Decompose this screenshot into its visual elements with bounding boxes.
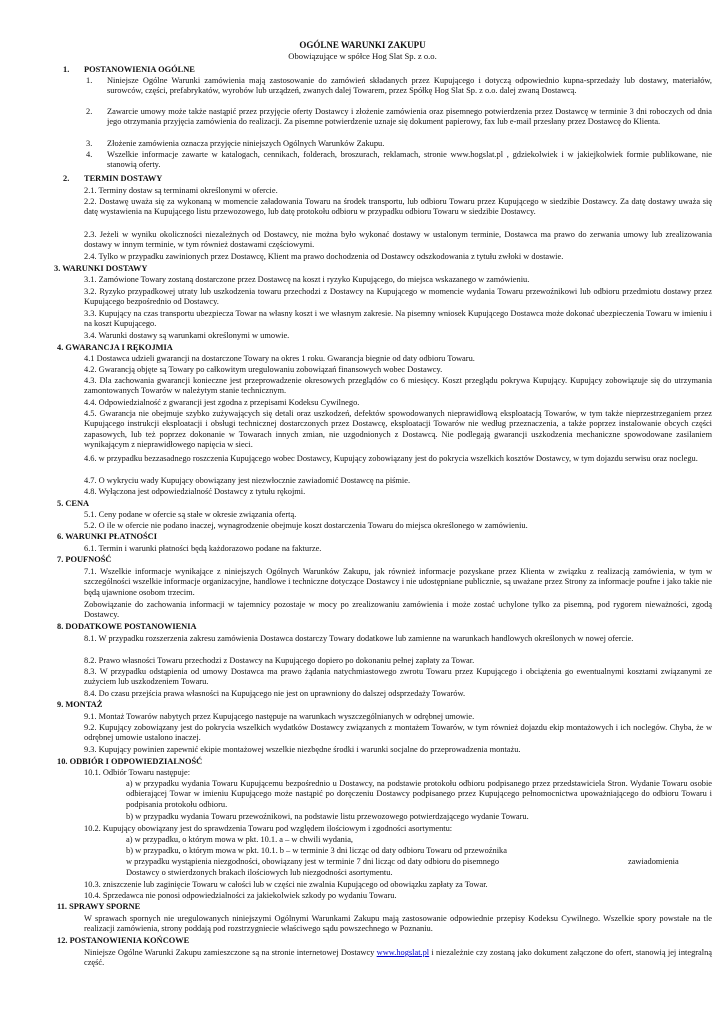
item-2-2: 2.2. Dostawę uważa się za wykonaną w momencie załadowania Towaru na środek transportu, lub odbioru Towaru przez Kupującego w siedzibie Dostawcy. Za datę dostawy uważa się datę wystawienia na Kupującego listu przewozowego, lub datę protokołu odbioru w przypadku odbioru Towaru w siedzibie Dostawcy. xyxy=(84,197,712,217)
section-3-heading: 3. WARUNKI DOSTAWY xyxy=(54,264,148,273)
hogslat-website-link[interactable]: www.hogslat.pl xyxy=(376,948,430,957)
section-12-heading: 12. POSTANOWIENIA KOŃCOWE xyxy=(57,936,190,945)
item-4-3: 4.3. Dla zachowania gwarancji konieczne jest przeprowadzenie okresowych przeglądów co 6 miesięcy. Koszt przeglądu pokrywa Kupujący. Kupujący zobowiązuje się do utrzymania zamontowanych Towarów w należytym stanie technicznym. xyxy=(84,376,712,396)
item-10-2-b-line2: w przypadku wystąpienia niezgodności, obowiązany jest w terminie 7 dni licząc od daty odbioru do pisemnego xyxy=(126,857,500,866)
document-subtitle: Obowiązujące w spółce Hog Slat Sp. z o.o. xyxy=(288,51,437,61)
item-4-5: 4.5. Gwarancja nie obejmuje szybko zużywających się detali oraz uszkodzeń, defektów spowodowanych nieprawidłową eksploatacją Towarów, w tym także nieprzestrzeganiem przez Kupującego instrukcji eksploatacji i obsługi technicznej dostarczonych przez Dostawcę, eksploatacji Towarów nie według przeznaczenia, a także poprzez instalowanie obcych części zapasowych, lub też poprzez dokonanie w Towarach innych zmian, nie uzgodnionych z Dostawcą. Nie podlegają gwarancji uszkodzenia mechaniczne spowodowane zasilaniem wynikającym z nieprawidłowego napięcia w sieci. xyxy=(84,409,712,449)
item-5-2: 5.2. O ile w ofercie nie podano inaczej, wynagrodzenie obejmuje koszt dostarczenia Towaru do miejsca określonego w zamówieniu. xyxy=(84,521,528,530)
item-8-2: 8.2. Prawo własności Towaru przechodzi z Dostawcy na Kupującego dopiero po dokonaniu pełnej zapłaty za Towar. xyxy=(84,656,475,665)
section-9-heading: 9. MONTAŻ xyxy=(57,700,103,709)
item-7-2: Zobowiązanie do zachowania informacji w tajemnicy pozostaje w mocy po zrealizowaniu zamówienia i może zostać uchylone tylko za pisemną, pod rygorem nieważności, zgodą Dostawcy. xyxy=(84,600,712,620)
section-2-number: 2. xyxy=(63,174,70,183)
item-10-3: 10.3. zniszczenie lub zaginięcie Towaru w całości lub w części nie zwalnia Kupującego od obowiązku zapłaty za Towar. xyxy=(84,880,488,889)
section-10-heading: 10. ODBIÓR I ODPOWIEDZIALNOŚĆ xyxy=(57,757,203,766)
item-2-3: 2.3. Jeżeli w wyniku okoliczności niezależnych od Dostawcy, nie można było wykonać dostawy w ustalonym terminie, Dostawca ma prawo do zerwania umowy lub zrealizowania dostawy w innym terminie, w tym również dostawami częściowymi. xyxy=(84,230,712,250)
item-1-2-number: 2. xyxy=(86,107,93,116)
section-4-heading: 4. GWARANCJA I RĘKOJMIA xyxy=(57,343,173,352)
section-5-heading: 5. CENA xyxy=(57,499,90,508)
item-1-3-number: 3. xyxy=(86,139,93,148)
section-6-heading: 6. WARUNKI PŁATNOŚCI xyxy=(57,532,157,541)
item-4-4: 4.4. Odpowiedzialność z gwarancji jest zgodna z przepisami Kodeksu Cywilnego. xyxy=(84,398,360,407)
item-9-1: 9.1. Montaż Towarów nabytych przez Kupującego następuje na warunkach wyszczególnianych w odrębnej umowie. xyxy=(84,712,475,721)
item-9-3: 9.3. Kupujący powinien zapewnić ekipie montażowej wszelkie niezbędne środki i warunki socjalne do przeprowadzenia montażu. xyxy=(84,745,521,754)
item-4-1: 4.1 Dostawca udzieli gwarancji na dostarczone Towary na okres 1 roku. Gwarancja biegnie od daty odbioru Towaru. xyxy=(84,354,475,363)
item-10-2: 10.2. Kupujący obowiązany jest do sprawdzenia Towaru pod względem ilościowym i zgodności asortymentu: xyxy=(84,824,453,833)
item-2-4: 2.4. Tylko w przypadku zawinionych przez Dostawcę, Klient ma prawo dochodzenia od Dostawcy odszkodowania z tytułu zwłoki w dostawie. xyxy=(84,252,564,261)
section-2-heading: TERMIN DOSTAWY xyxy=(84,174,163,183)
item-1-3: Złożenie zamówienia oznacza przyjęcie niniejszych Ogólnych Warunków Zakupu. xyxy=(107,139,385,148)
section-12-text-after: i niezależnie czy zostaną jako dokument załączone do ofert, stanowią jej integralną część. xyxy=(84,948,713,968)
item-2-1: 2.1. Terminy dostaw są terminami określonymi w ofercie. xyxy=(84,186,278,195)
item-8-3: 8.3. W przypadku odstąpienia od umowy Dostawca ma prawo żądania natychmiastowego zwrotu Towaru przez Kupującego i obciążenia go ewentualnymi kosztami związanymi ze zużyciem lub uszkodzeniem Towaru. xyxy=(84,667,712,687)
item-10-1-a: a) w przypadku wydania Towaru Kupującemu bezpośrednio u Dostawcy, na podstawie protokołu odbioru podpisanego przez przedstawiciela Stron. Wydanie Towaru osobie odbierającej Towar w imieniu Kupującego może nastąpić po doręczeniu Dostawcy podpisanego przez Kupującego pełnomocnictwa upoważniającego do odbioru Towaru i podpisania protokołu odbioru. xyxy=(126,779,712,809)
item-10-4: 10.4. Sprzedawca nie ponosi odpowiedzialności za jakiekolwiek szkody po wydaniu Towaru. xyxy=(84,891,397,900)
item-10-1: 10.1. Odbiór Towaru następuje: xyxy=(84,768,191,777)
item-1-4-number: 4. xyxy=(86,150,93,159)
section-11-heading: 11. SPRAWY SPORNE xyxy=(57,902,141,911)
item-10-2-b-line2-end: zawiadomienia xyxy=(628,857,679,866)
document-title: OGÓLNE WARUNKI ZAKUPU xyxy=(299,40,426,50)
item-5-1: 5.1. Ceny podane w ofercie są stałe w okresie związania ofertą. xyxy=(84,510,297,519)
item-8-1: 8.1. W przypadku rozszerzenia zakresu zamówienia Dostawca dostarczy Towary dodatkowe lub zamienne na warunkach handlowych określonych w nowej ofercie. xyxy=(84,634,634,643)
section-12-text-before: Niniejsze Ogólne Warunki Zakupu zamieszczone są na stronie internetowej Dostawcy xyxy=(84,948,375,957)
item-3-2: 3.2. Ryzyko przypadkowej utraty lub uszkodzenia towaru przechodzi z Dostawcy na Kupującego w momencie wydania Towaru przewoźnikowi lub odbioru przedmiotu dostawy przez Kupującego bezpośrednio od Dostawcy. xyxy=(84,287,712,307)
section-8-heading: 8. DODATKOWE POSTANOWIENIA xyxy=(57,622,197,631)
item-10-2-a: a) w przypadku, o którym mowa w pkt. 10.1. a – w chwili wydania, xyxy=(126,835,354,844)
item-10-2-b-line1: b) w przypadku, o którym mowa w pkt. 10.1. b – w terminie 3 dni licząc od daty odbioru Towaru od przewoźnika xyxy=(126,846,507,855)
item-3-1: 3.1. Zamówione Towary zostaną dostarczone przez Dostawcę na koszt i ryzyko Kupującego, do miejsca wskazanego w zamówieniu. xyxy=(84,275,530,284)
item-7-1: 7.1. Wszelkie informacje wynikające z niniejszych Ogólnych Warunków Zakupu, jak również informacje pozyskane przez Klienta w związku z realizacją zamówienia, w tym w szczególności wszelkie informacje organizacyjne, handlowe i techniczne dotyczące Dostawcy i nie udostępniane publicznie, są uważane przez Strony za informacje poufne i jako takie nie będą ujawnione osobom trzecim. xyxy=(84,567,712,597)
item-4-8: 4.8. Wyłączona jest odpowiedzialność Dostawcy z tytułu rękojmi. xyxy=(84,487,306,496)
section-1-number: 1. xyxy=(63,65,70,74)
item-6-1: 6.1. Termin i warunki płatności będą każdorazowo podane na fakturze. xyxy=(84,544,322,553)
section-1-heading: POSTANOWIENIA OGÓLNE xyxy=(84,65,195,74)
section-11-text: W sprawach spornych nie uregulowanych niniejszymi Ogólnymi Warunkami Zakupu mają zastosowanie odpowiednie przepisy Kodeksu Cywilnego. Wszelkie spory powstałe na tle realizacji zamówienia, strony poddają pod rozstrzygniecie właściwego sądu powszechnego w Poznaniu. xyxy=(84,914,712,934)
item-1-1: Niniejsze Ogólne Warunki zamówienia mają zastosowanie do zamówień składanych przez Kupującego i dotyczą odpowiednio kupna-sprzedaży lub dostawy, materiałów, surowców, części, prefabrykatów, wyrobów lub urządzeń, zwanych dalej Towarem, przez Spółkę Hog Slat Sp. z o.o. dalej zwaną Dostawcą. xyxy=(107,76,712,96)
section-12-text xyxy=(84,948,712,969)
item-4-2: 4.2. Gwarancją objęte są Towary po całkowitym uregulowaniu zobowiązań finansowych wobec Dostawcy. xyxy=(84,365,443,374)
item-8-4: 8.4. Do czasu przejścia prawa własności na Kupującego nie jest on uprawniony do dalszej odsprzedaży Towarów. xyxy=(84,689,466,698)
section-7-heading: 7. POUFNOŚĆ xyxy=(57,555,112,564)
item-10-2-b-line3: Dostawcy o stwierdzonych brakach ilościowych lub niezgodności asortymentu. xyxy=(126,868,393,877)
item-3-3: 3.3. Kupujący na czas transportu ubezpiecza Towar na własny koszt i we własnym zakresie. Na pisemny wniosek Kupującego Dostawca może dokonać ubezpieczenia Towaru w imieniu i na koszt Kupującego. xyxy=(84,309,712,329)
item-9-2: 9.2. Kupujący zobowiązany jest do pokrycia wszelkich wydatków Dostawcy związanych z montażem Towarów, w tym również dojazdu ekip montażowych i ich noclegów. Chyba, że w odrębnej umowie ustalono inaczej. xyxy=(84,723,712,743)
item-1-4: Wszelkie informacje zawarte w katalogach, cennikach, folderach, broszurach, reklamach, stronie www.hogslat.pl , gdziekolwiek i w jakiejkolwiek formie publikowane, nie stanowią oferty. xyxy=(107,150,712,170)
item-4-6: 4.6. w przypadku bezzasadnego roszczenia Kupującego wobec Dostawcy, Kupujący zobowiązany jest do pokrycia wszelkich kosztów Dostawcy, w tym dojazdu serwisu oraz noclegu. xyxy=(84,454,698,463)
item-3-4: 3.4. Warunki dostawy są warunkami określonymi w umowie. xyxy=(84,331,290,340)
item-4-7: 4.7. O wykryciu wady Kupujący obowiązany jest niezwłocznie zawiadomić Dostawcę na piśmie. xyxy=(84,476,411,485)
item-1-2: Zawarcie umowy może także nastąpić przez przyjęcie oferty Dostawcy i złożenie zamówienia oraz pisemnego potwierdzenia przez Dostawcę w terminie 3 dni roboczych od dnia jego otrzymania przyjęcia zamówienia do realizacji. Za pisemne potwierdzenie uznaje się dokument papierowy, fax lub e-mail przesłany przez Dostawcę do Klienta. xyxy=(107,107,712,127)
item-1-1-number: 1. xyxy=(86,76,93,85)
item-10-1-b: b) w przypadku wydania Towaru przewoźnikowi, na podstawie listu przewozowego potwierdzającego wydanie Towaru. xyxy=(126,812,529,821)
